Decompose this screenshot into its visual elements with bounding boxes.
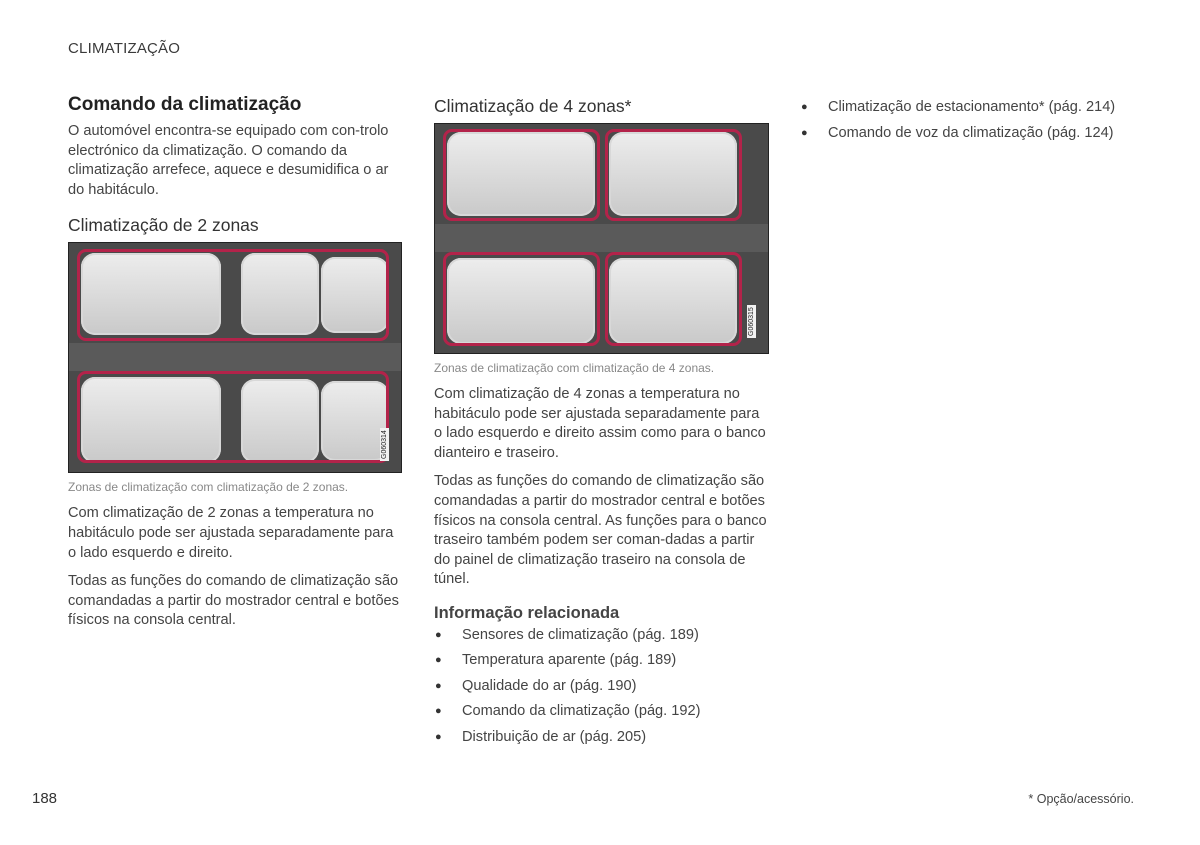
related-info-list-continued bbox=[800, 95, 1140, 146]
related-link[interactable]: ● Sensores de climatização (pág. 189) bbox=[434, 623, 770, 649]
figure-code: G060315 bbox=[748, 307, 755, 336]
page-number: 188 bbox=[32, 790, 58, 807]
related-link[interactable]: ● Qualidade do ar (pág. 190) bbox=[434, 674, 770, 700]
center-console bbox=[435, 224, 768, 252]
two-zone-diagram bbox=[68, 242, 402, 473]
column-middle bbox=[434, 94, 770, 750]
two-zone-caption: Zonas de climatização com climatização de 2 zonas. bbox=[68, 480, 349, 495]
figure-code: G060314 bbox=[381, 430, 388, 460]
related-info-heading: Informação relacionada bbox=[434, 603, 620, 622]
section-header: CLIMATIZAÇÃO bbox=[68, 40, 181, 57]
related-link[interactable]: ● Temperatura aparente (pág. 189) bbox=[434, 648, 770, 674]
related-link[interactable]: ● Comando da climatização (pág. 192) bbox=[434, 699, 770, 725]
column-right bbox=[800, 95, 1140, 146]
climate-zone-front-right bbox=[443, 252, 600, 346]
climate-zone-rear-left bbox=[605, 129, 742, 221]
two-zone-heading: Climatização de 2 zonas bbox=[68, 215, 259, 236]
four-zone-diagram bbox=[434, 123, 769, 354]
related-link[interactable]: ● Distribuição de ar (pág. 205) bbox=[434, 725, 770, 751]
four-zone-caption: Zonas de climatização com climatização de 4 zonas. bbox=[434, 361, 715, 375]
four-zone-paragraph-2: Todas as funções do comando de climatização são comandadas a partir do mostrador central e botões físicos na consola central. As funções para o banco traseiro também podem ser coman-dadas a partir do painel de climatização traseiro na consola de túnel. bbox=[434, 473, 767, 588]
column-left bbox=[68, 94, 400, 640]
related-info-list bbox=[434, 623, 770, 751]
climate-zone-left bbox=[77, 249, 389, 341]
two-zone-paragraph-1: Com climatização de 2 zonas a temperatura no habitáculo pode ser ajustada separadamente para o lado esquerdo e direito. bbox=[68, 505, 394, 561]
climate-zone-front-left bbox=[443, 129, 600, 221]
page-title: Comando da climatização bbox=[68, 94, 302, 115]
related-link[interactable]: ● Climatização de estacionamento* (pág. 214) bbox=[800, 95, 1140, 121]
related-link[interactable]: ● Comando de voz da climatização (pág. 124) bbox=[800, 121, 1140, 147]
two-zone-paragraph-2: Todas as funções do comando de climatização são comandadas a partir do mostrador central e botões físicos na consola central. bbox=[68, 573, 399, 629]
climate-zone-rear-right bbox=[605, 252, 742, 346]
four-zone-paragraph-1: Com climatização de 4 zonas a temperatura no habitáculo pode ser ajustada separadamente para o lado esquerdo e direito assim como para o banco dianteiro e traseiro. bbox=[434, 386, 766, 461]
center-console bbox=[69, 343, 401, 371]
intro-paragraph: O automóvel encontra-se equipado com con-trolo electrónico da climatização. O comando da climatização arrefece, aquece e desumidifica o ar do habitáculo. bbox=[68, 123, 389, 198]
climate-zone-right bbox=[77, 371, 389, 463]
footnote: * Opção/acessório. bbox=[1028, 792, 1134, 806]
four-zone-heading: Climatização de 4 zonas* bbox=[434, 96, 632, 116]
